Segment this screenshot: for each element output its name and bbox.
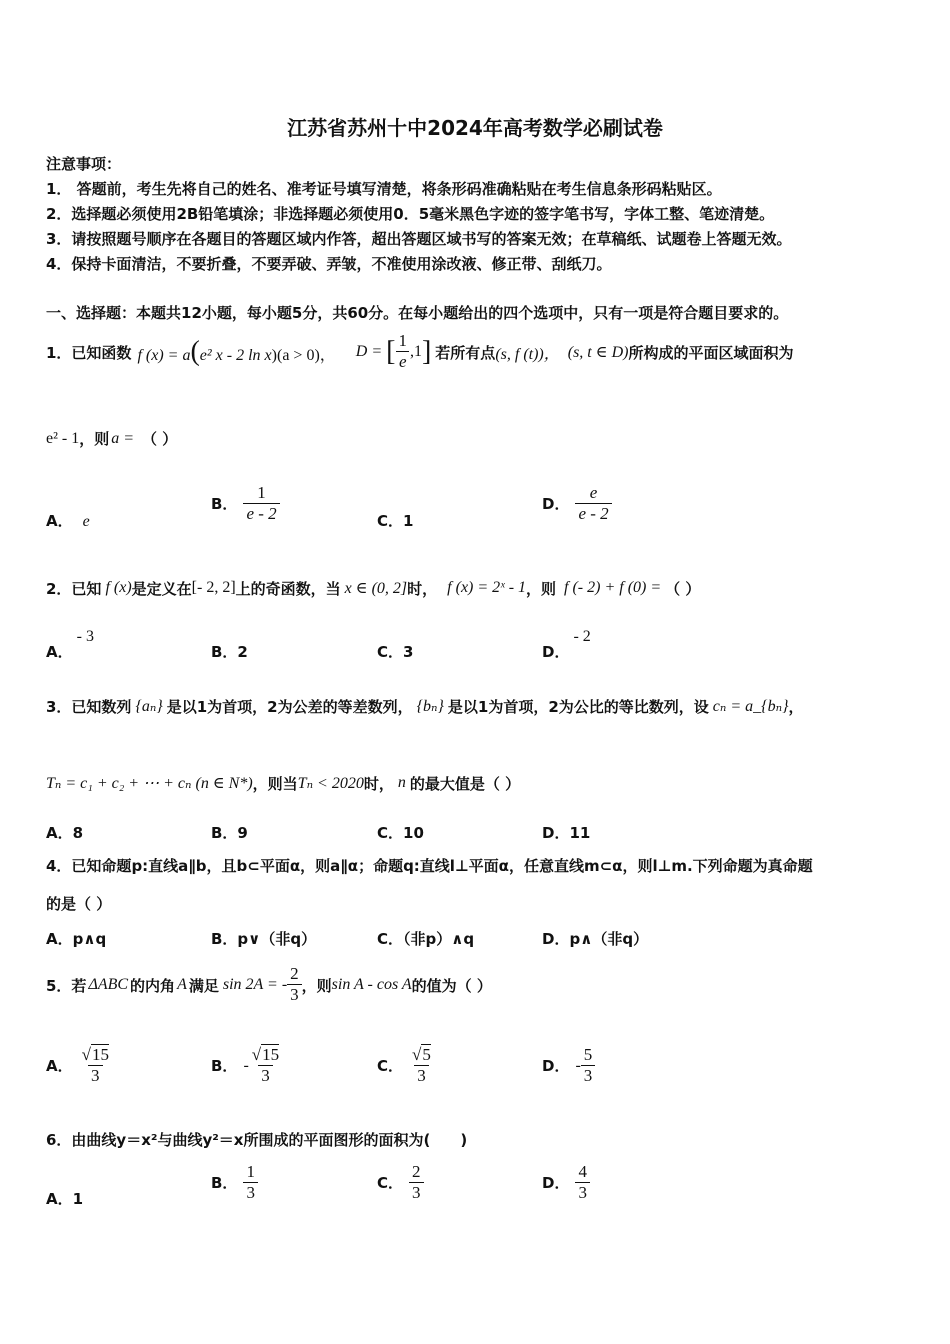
q4-option-c: C．（非p）∧q <box>377 930 475 948</box>
page-title: 江苏省苏州十中2024年高考数学必刷试卷 <box>287 116 663 140</box>
q5-option-b: B． - $\frac{√15}{3}$ <box>211 1045 280 1085</box>
notice-item: 2．选择题必须使用2B铅笔填涂；非选择题必须使用0．5毫米黑色字迹的签字笔书写，字体工整、笔迹清楚。 <box>46 205 775 223</box>
q3-option-d: D．11 <box>542 824 591 842</box>
q6-option-b: B． $\frac{1}{3}$ <box>211 1163 258 1202</box>
q5-option-d: D． - $\frac{5}{3}$ <box>542 1046 595 1085</box>
question-5: 5．若 ΔABC 的内角 A 满足 sin 2A = - $\frac{2}{3}$ ，则 sin A - cos A 的值为（ ） <box>46 964 492 1004</box>
question-4: 4．已知命题p:直线a∥b，且b⊂平面α，则a∥α；命题q:直线l⊥平面α，任意直线m⊂α，则l⊥m.下列命题为真命题 <box>46 857 813 875</box>
notice-item: 1． 答题前，考生先将自己的姓名、准考证号填写清楚，将条形码准确粘贴在考生信息条形码粘贴区。 <box>46 180 722 198</box>
q3-option-b: B．9 <box>211 824 248 842</box>
q1-option-b: B． $\frac{1}{e - 2}$ <box>211 484 280 523</box>
q3-option-a: A．8 <box>46 824 84 842</box>
q1-function: f (x) = a(e² x - 2 ln x)(a > 0)， <box>137 336 336 367</box>
question-1: 1．已知函数 f (x) = a(e² x - 2 ln x)(a > 0)， D = [ $\frac{1}{e}$ ,1 ] 若所有点 (s, f (t))， (s, t ∈ D) 所构成的平面区域面积为 <box>46 331 794 371</box>
q1-lead: 1．已知函数 <box>46 343 132 362</box>
q1-domain: D = [ $\frac{1}{e}$ ,1 ] <box>355 331 432 371</box>
q6-option-c: C． $\frac{2}{3}$ <box>377 1163 424 1202</box>
q4-option-d: D．p∧（非q） <box>542 930 649 948</box>
q5-option-c: C． $\frac{√5}{3}$ <box>377 1045 431 1085</box>
question-3: 3．已知数列 {aₙ} 是以1为首项，2为公差的等差数列， {bₙ} 是以1为首项，2为公比的等比数列，设 cₙ = a_{bₙ} ， <box>46 697 804 716</box>
q1-option-a: A． e <box>46 512 90 530</box>
question-3-cont: Tₙ = c₁ + c₂ + ⋯ + cₙ (n ∈ N*) ，则当 Tₙ < 2020 时， n 的最大值是（ ） <box>46 774 521 793</box>
q2-option-b: B．2 <box>211 643 248 661</box>
question-4-cont: 的是（ ） <box>46 895 112 913</box>
q2-option-a: A． - 3 <box>46 628 94 661</box>
q1-option-d: D． $\frac{e}{e - 2}$ <box>542 484 612 523</box>
section-heading: 一、选择题：本题共12小题，每小题5分，共60分。在每小题给出的四个选项中，只有一项是符合题目要求的。 <box>46 304 789 322</box>
q4-option-a: A．p∧q <box>46 930 107 948</box>
q5-option-a: A． $\frac{√15}{3}$ <box>46 1045 109 1085</box>
q1-option-c: C．1 <box>377 512 414 530</box>
q3-option-c: C．10 <box>377 824 424 842</box>
q6-option-d: D． $\frac{4}{3}$ <box>542 1163 590 1202</box>
q4-option-b: B．p∨（非q） <box>211 930 317 948</box>
question-2: 2．已知 f (x) 是定义在 [- 2, 2] 上的奇函数，当 x ∈ (0, 2] 时， f (x) = 2ˣ - 1 ，则 f (- 2) + f (0) = （ ） <box>46 579 701 598</box>
q2-option-c: C．3 <box>377 643 414 661</box>
q2-option-d: D． - 2 <box>542 628 591 661</box>
notice-item: 3．请按照题号顺序在各题目的答题区域内作答，超出答题区域书写的答案无效；在草稿纸、试题卷上答题无效。 <box>46 230 792 248</box>
question-6: 6．由曲线y＝x²与曲线y²＝x所围成的平面图形的面积为( ) <box>46 1131 468 1149</box>
notice-heading: 注意事项： <box>46 155 122 173</box>
question-1-cont: e² - 1 ，则 a = （ ） <box>46 429 178 448</box>
q6-option-a: A．1 <box>46 1190 84 1208</box>
notice-item: 4．保持卡面清洁，不要折叠，不要弄破、弄皱，不准使用涂改液、修正带、刮纸刀。 <box>46 255 612 273</box>
fraction: $\frac{1}{e}$ <box>395 332 410 371</box>
